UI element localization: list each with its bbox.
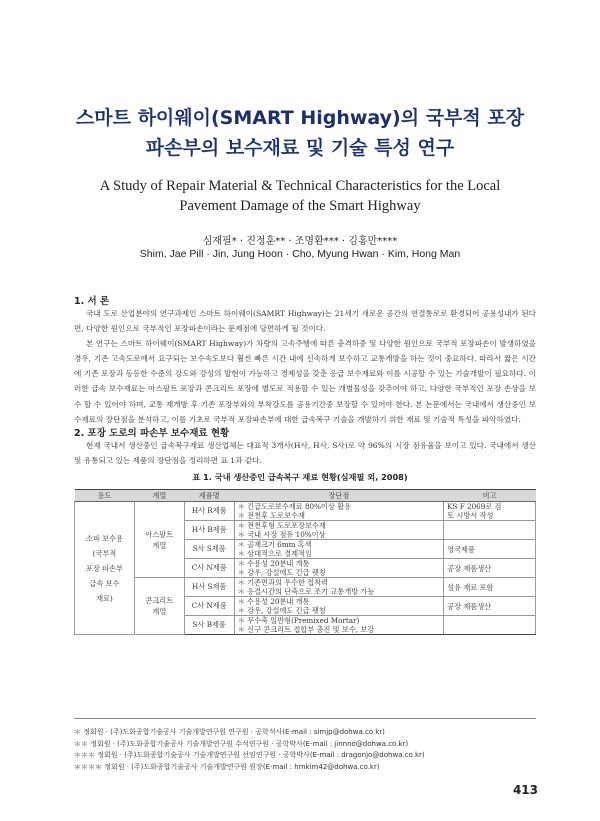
series-cell-concrete: 콘크리트 계열 [134, 578, 184, 635]
footnote: ＊ 정회원 · (주)도화종합기술공사 기술개발연구원 연구원 · 공학석사(E-mail : simjp@dohwa.co.kr) [74, 728, 385, 736]
korean-title-line-2: 파손부의 보수재료 및 기술 특성 연구 [145, 137, 455, 159]
footnote: ＊＊＊＊ 정회원 · (주)도화종합기술공사 기술개발연구원 원장(E-mail : hmkim42@dohwa.co.kr) [74, 762, 380, 771]
note-cell: KS F 2069로 검 토 시방서 작성 [444, 502, 536, 521]
section-1-paragraph: 국내 도로 산업분야의 연구과제인 스마트 하이웨이(SAMRT Highway)는 21세기 새로운 공간의 연결통로로 환경되어 공용성내가 된다면, 다양한 원인으로 국부적인 포장파손이라는 문제점에 당면하게 될 것이다. [74, 309, 536, 334]
table-row [75, 578, 536, 597]
section-1-body [74, 306, 536, 427]
note-cell: 공장 제품생산 [444, 559, 536, 578]
product-name: H사 R제품 [184, 502, 234, 521]
product-name: C사 N제품 [184, 597, 234, 616]
section-2-heading: 2. 포장 도로의 파손부 보수재료 현황 [74, 428, 230, 439]
table-row [75, 502, 536, 521]
note-cell [444, 616, 536, 635]
footnotes [74, 718, 536, 773]
korean-title-line-1: 스마트 하이웨이(SMART Highway)의 국부적 포장 [75, 107, 525, 129]
table-1 [74, 489, 536, 635]
footnote: ＊＊ 정회원 · (주)도화종합기술공사 기술개발연구원 수석연구원 · 공학박사(E-mail : jinnno@dohwa.co.kr) [74, 739, 409, 748]
pros-cons-cell: ＊ 무수축 일반형(Premixed Mortar) ＊ 신구 콘크리트 접합부 충진 및 보수, 보강 [234, 616, 444, 635]
note-cell: 영국제품 [444, 540, 536, 559]
table-header-cell: 용도 [75, 490, 135, 502]
table-header-row [75, 490, 536, 502]
product-name: S사 S제품 [184, 540, 234, 559]
pros-cons-cell: ＊ 기존면과의 우수한 접착력 ＊ 응결시간의 단축으로 조기 교통개방 가능 [234, 578, 444, 597]
usage-cell: 소파 보수용 (국부적 포장 파손부 급속 보수 재료) [75, 502, 135, 635]
english-title-line-2: Pavement Damage of the Smart Highway [179, 198, 421, 214]
table-header-cell: 계열 [134, 490, 184, 502]
product-name: C사 N제품 [184, 559, 234, 578]
note-cell: 섬유 재료 포함 [444, 578, 536, 597]
section-1-heading: 1. 서 론 [74, 296, 110, 307]
authors-english: Shim, Jae Pill · Jin, Jung Hoon · Cho, Myung Hwan · Kim, Hong Man [139, 248, 461, 260]
product-name: S사 B제품 [184, 616, 234, 635]
note-cell [444, 521, 536, 540]
english-title-line-1: A Study of Repair Material & Technical Characteristics for the Local [99, 178, 501, 194]
table-1-caption: 표 1. 국내 생산중인 급속복구 재료 현황(심재필 외, 2008) [192, 472, 408, 482]
pros-cons-cell: ＊ 골재크기 6mm 혹색 ＊ 상대적으로 경제적임 [234, 540, 444, 559]
product-name: H사 S제품 [184, 578, 234, 597]
table-header-cell: 제품명 [184, 490, 234, 502]
product-name: H사 B제품 [184, 521, 234, 540]
page-number: 413 [512, 783, 538, 797]
pros-cons-cell: ＊ 전천후형 도로포장보수재 ＊ 국내 시장 점유 10%이상 [234, 521, 444, 540]
note-cell: 공장 제품생산 [444, 597, 536, 616]
table-header-cell: 장단점 [234, 490, 444, 502]
footnote: ＊＊＊ 정회원 · (주)도화종합기술공사 기술개발연구원 선임연구원 · 공학박사(E-mail : dragonjo@dohwa.co.kr) [74, 751, 425, 759]
series-cell-asphalt: 아스팔트 계열 [134, 502, 184, 578]
pros-cons-cell: ＊ 수용성 20분내 개통 ＊ 강우, 강설에도 긴급 팻칭 [234, 597, 444, 616]
pros-cons-cell: ＊ 긴급도로보수재료 80%이상 활용 ＊ 전천후 도로보수재 [234, 502, 444, 521]
table-header-cell: 비고 [444, 490, 536, 502]
section-1-paragraph: 본 연구는 스마트 하이웨이(SMART Highway)가 차량의 고속주행에 따른 충격하중 및 다양한 원인으로 국부적 포장파손이 발생하였을 경우, 기존 고속도로에서 요구되는 보수속도보다 훨씬 빠른 시간 내에 신속하게 보수하고 교통개방을 하는 것이 중요하다. 따라서 짧은 시간에 기존 포장과 동등한 수준의 강도와 강성의 발현이 가능하고 경제성을 갖춘 응급 보수재료와 이를 시공할 수 있는 기술개발이 필요하다. 이러한 급속 보수재료는 아스팔트 포장과 콘크리트 포장에 별도로 적용할 수 있는 개별물성을 갖추어야 하고, 다양한 국부적인 포장 손상을 보수 할 수 있어야 하며, 교통 재개방 후 기존 포장부와의 부착강도를 공용기간중 보장할 수 있어야 한다. 본 논문에서는 국내에서 생산중인 보수재료의 장단점을 분석하고, 이를 기초로 국부적 포장파손부에 대한 급속복구 기술을 개발하기 위한 재료 및 기술적 특성을 파악하였다. [74, 339, 536, 424]
pros-cons-cell: ＊ 수용성 20분내 개통 ＊ 강우, 강설에도 긴급 팻칭 [234, 559, 444, 578]
section-2-body [74, 438, 536, 468]
section-2-paragraph: 현재 국내서 생산중인 급속복구재료 생산업체는 대표적 3개사(H사, H사, S사)로 약 96%의 시장 점유율을 보이고 있다. 국내에서 생산 및 유통되고 있는 제품의 장단점을 정리하면 표 1과 같다. [74, 441, 536, 466]
authors-korean: 심재필* · 진정훈** · 조명환*** · 김홍만**** [202, 236, 398, 247]
